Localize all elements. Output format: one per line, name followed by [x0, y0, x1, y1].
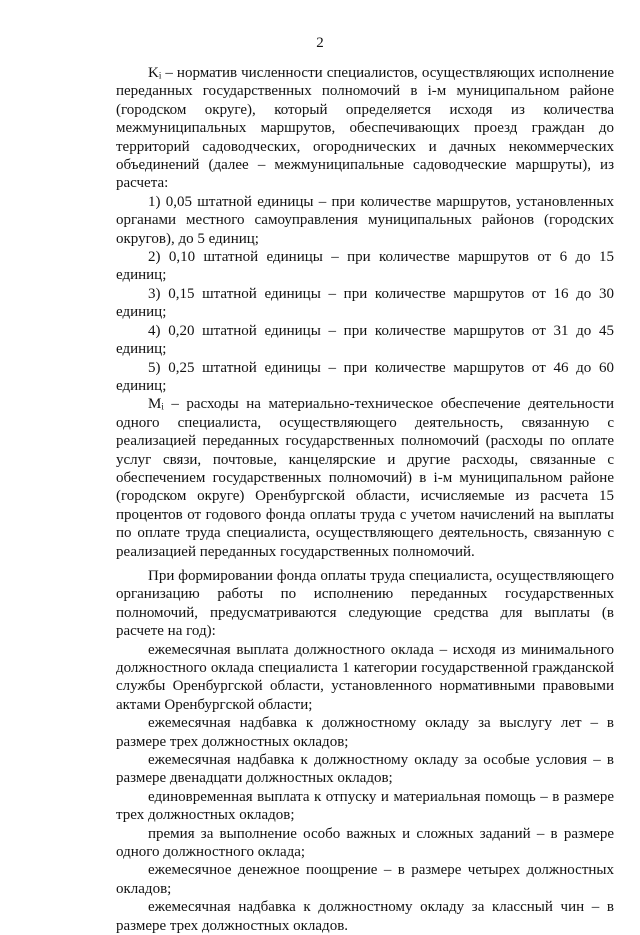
list-item-payment-bonus: премия за выполнение особо важных и сложных заданий – в размере одного должностного оклада;	[116, 825, 614, 861]
list-item-norm-5: 5) 0,25 штатной единицы – при количестве маршрутов от 46 до 60 единиц;	[116, 359, 614, 394]
list-item-payment-salary: ежемесячная выплата должностного оклада – исходя из минимального должностного оклада специалиста 1 категории государственной гражданской службы Оренбургской области, установленного нормативными правовыми актами Оренбургской области;	[116, 641, 614, 713]
list-item-norm-3: 3) 0,15 штатной единицы – при количестве маршрутов от 16 до 30 единиц;	[116, 285, 614, 321]
page-number: 2	[316, 35, 324, 51]
list-item-payment-vacation: единовременная выплата к отпуску и материальная помощь – в размере трех должностных окладов;	[116, 788, 614, 824]
paragraph-k-norm: Kᵢ – норматив численности специалистов, осуществляющих исполнение переданных государственных полномочий в i-м муниципальном районе (городском округе), который определяется исходя из количества межмуниципальных маршрутов, обеспечивающих проезд граждан до территорий садоводческих, огороднических и дачных некоммерческих объединений (далее – межмуниципальные садоводческие маршруты), из расчета:	[116, 65, 614, 192]
paragraph-payroll-intro: При формировании фонда оплаты труда специалиста, осуществляющего организацию работы по исполнению переданных государственных полномочий, предусматриваются следующие средства для выплаты (в расчете на год):	[116, 567, 614, 640]
paragraph-m-expenses: Mᵢ – расходы на материально-техническое обеспечение деятельности одного специалиста, осуществляющего деятельность, связанную с реализацией переданных государственных полномочий (расходы по оплате услуг связи, почтовые, канцелярские и другие расходы, связанные с обеспечением государственных полномочий) в i-м муниципальном районе (городском округе) Оренбургской области, исчисляемые из расчета 15 процентов от годового фонда оплаты труда с учетом начислений на выплаты по оплате труда специалиста, осуществляющего деятельность, связанную с реализацией переданных государственных полномочий.	[116, 396, 614, 560]
list-item-norm-4: 4) 0,20 штатной единицы – при количестве маршрутов от 31 до 45 единиц;	[116, 322, 614, 358]
list-item-norm-2: 2) 0,10 штатной единицы – при количестве маршрутов от 6 до 15 единиц;	[116, 249, 614, 284]
list-item-payment-special-conditions: ежемесячная надбавка к должностному окладу за особые условия – в размере двенадцати должностных окладов;	[116, 752, 614, 787]
document-body	[116, 64, 614, 935]
list-item-payment-class-rank: ежемесячная надбавка к должностному окладу за классный чин – в размере трех должностных окладов.	[116, 899, 614, 934]
list-item-payment-incentive: ежемесячное денежное поощрение – в размере четырех должностных окладов;	[116, 862, 614, 897]
list-item-norm-1: 1) 0,05 штатной единицы – при количестве маршрутов, установленных органами местного самоуправления муниципальных районов (городских округов), до 5 единиц;	[116, 193, 614, 247]
list-item-payment-seniority: ежемесячная надбавка к должностному окладу за выслугу лет – в размере трех должностных окладов;	[116, 715, 614, 750]
